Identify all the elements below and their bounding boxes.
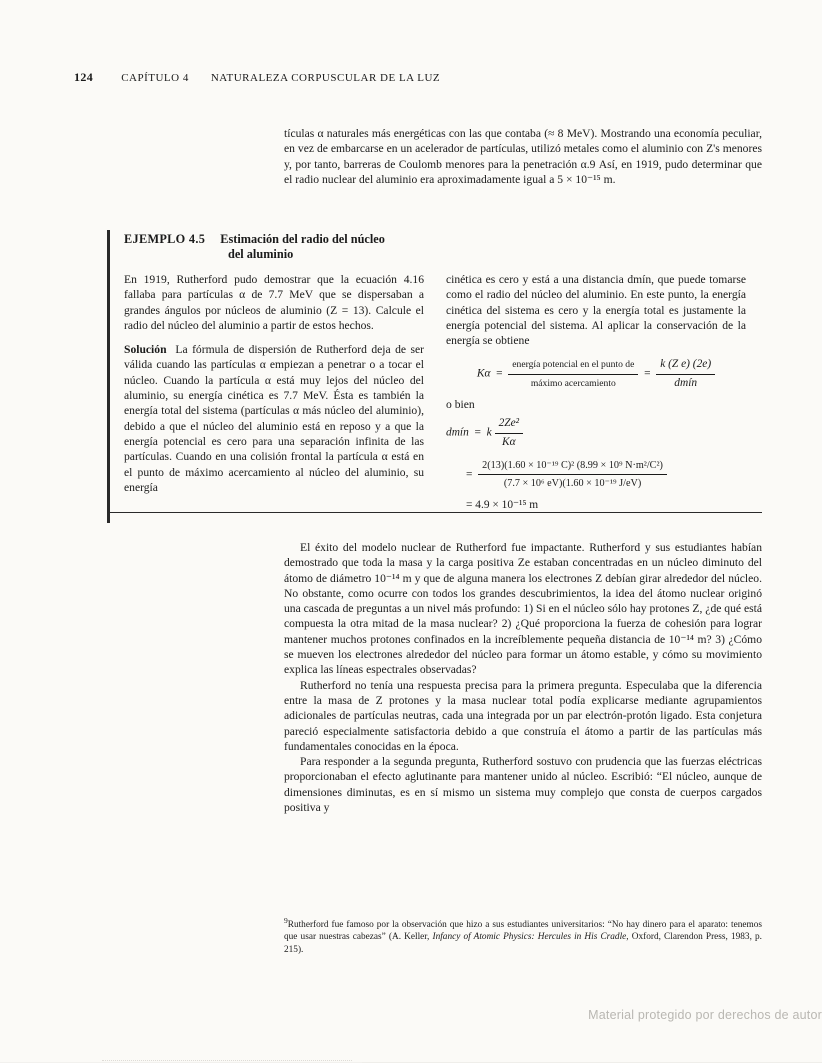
chapter-number: CAPÍTULO 4 (121, 72, 189, 84)
solution-text: La fórmula de dispersión de Rutherford deja de ser válida cuando las partículas α empiezan a penetrar o a tocar el núcleo. Cuando la partícula α está muy lejos del núcleo del aluminio, su energía cinética es 7.7 MeV. Ésta es también la energía total del sistema (partículas α más núcleo del aluminio), debido a que el núcleo del aluminio está en reposo y a que la energía potencial es cero para una separación infinita de las partículas. Cuando en una colisión frontal la partícula α está en el punto de máximo acercamiento al núcleo del aluminio, su energía (124, 343, 424, 494)
equation-2-lhs: dmín (446, 426, 469, 439)
chapter-title: NATURALEZA CORPUSCULAR DE LA LUZ (210, 72, 441, 84)
example-title-line1: Estimación del radio del núcleo (220, 232, 385, 246)
equation-3-numerator: 2(13)(1.60 × 10⁻¹⁹ C)² (8.99 × 10⁹ N·m²/C²) (478, 458, 667, 475)
top-paragraph: tículas α naturales más energéticas con las que contaba (≈ 8 MeV). Mostrando una economía peculiar, en vez de embarcarse en un acelerador de partículas, utilizó metales como el aluminio con Z's menores y, por tanto, barreras de Coulomb menores para la penetración α.9 Así, en 1919, pudo determinar que el radio nuclear del aluminio era aproximadamente igual a 5 × 10⁻¹⁵ m. (284, 127, 762, 186)
equation-2-denominator: Kα (502, 435, 516, 448)
example-box (107, 230, 779, 523)
equation-1-rhs-numerator: k (Z e) (2e) (656, 357, 715, 374)
example-right-para1: cinética es cero y está a una distancia dmín, que puede tomarse como el radio del núcleo del aluminio. En este punto, la energía cinética del sistema es cero y la energía total es justamente la energía potencial del sistema. Al aplicar la conservación de la energía se obtiene (446, 273, 746, 348)
equation-1-rhs-denominator: dmín (674, 376, 698, 389)
or-else-text: o bien (446, 398, 475, 412)
page-content-area (62, 70, 822, 1022)
equation-1-rhs-fraction (656, 357, 715, 391)
copyright-watermark: Material protegido por derechos de autor (588, 1008, 822, 1022)
running-head (74, 70, 762, 85)
lower-body (284, 540, 762, 815)
footnote-text-part1: Rutherford fue famoso por la observación que hizo a sus estudiantes universitarios: “No hay dinero para el aparato: tenemos que usar nuestras cabezas” (A. Keller, (284, 920, 762, 943)
equation-2-fraction (495, 416, 524, 450)
equation-1-denominator: máximo acercamiento (530, 377, 616, 389)
example-heading (124, 232, 779, 262)
equation-2-equals: = (471, 426, 484, 439)
lower-paragraph-3: Para responder a la segunda pregunta, Rutherford sostuvo con prudencia que las fuerzas eléctricas proporcionaban el efecto aglutinante para mantener unido al núcleo. Escribió: “El núcleo, aunque de dimensiones diminutas, es en sí mismo un sistema muy complejo que consta de cuerpos cargados positiva y (284, 755, 762, 815)
equation-1-fraction (508, 357, 638, 391)
lower-paragraph-1: El éxito del modelo nuclear de Rutherford fue impactante. Rutherford y sus estudiantes habían demostrado que toda la masa y la carga positiva Ze estaban concentradas en un núcleo diminuto del átomo de diámetro 10⁻¹⁴ m y que de alguna manera los electrones Z debían girar alrededor del núcleo. No obstante, como ocurre con todos los grandes descubrimientos, la idea del átomo nuclear originó una cascada de preguntas a un nivel más profundo: 1) Si en el núcleo sólo hay protones Z, ¿de qué está compuesta la otra mitad de la masa nuclear? 2) ¿Qué proporciona la fuerza de cohesión para lograr mantener muchos protones confinados en la increíblemente pequeña distancia de 10⁻¹⁴ m? 3) ¿Cómo se mueven los electrones alrededor del núcleo para formar un átomo estable, y cómo su movimiento explica las líneas espectrales observadas? (284, 541, 762, 677)
equation-3 (446, 458, 746, 492)
equation-2 (446, 416, 746, 450)
equation-3-equals: = (466, 468, 476, 481)
footnote (284, 915, 762, 956)
example-left-para1: En 1919, Rutherford pudo demostrar que la ecuación 4.16 fallaba para partículas α de 7.7 MeV que se dispersaban a grandes ángulos por núcleos de aluminio (Z = 13). Calcule el radio del núcleo del aluminio a partir de estos hechos. (124, 273, 424, 332)
equation-3-fraction (478, 458, 667, 492)
equation-4: = 4.9 × 10⁻¹⁵ m (466, 498, 539, 511)
example-right-column (446, 272, 746, 517)
example-label: EJEMPLO 4.5 (124, 232, 206, 246)
equation-1-lhs: Kα (476, 367, 491, 380)
equation-2-numerator: 2Ze² (495, 416, 524, 433)
example-title-line2: del aluminio (228, 247, 294, 261)
footnote-marker: 9 (284, 916, 288, 925)
example-columns (124, 272, 779, 517)
example-left-column (124, 272, 424, 517)
footnote-italic-title: Infancy of Atomic Physics: Hercules in His Cradle (432, 932, 627, 943)
example-left-para2 (124, 342, 424, 495)
equation-1-numerator: energía potencial en el punto de (508, 357, 638, 374)
solution-label: Solución (124, 343, 167, 357)
equals-sign: = (493, 367, 506, 380)
footnote-text-part2: , Oxford, Clarendon Press, 1983, p. 215). (284, 932, 762, 955)
scan-artifact-line-left (102, 1060, 352, 1061)
equation-3-denominator: (7.7 × 10⁶ eV)(1.60 × 10⁻¹⁹ J/eV) (503, 478, 642, 490)
equation-1 (446, 357, 746, 391)
lower-paragraph-2: Rutherford no tenía una respuesta precisa para la primera pregunta. Especulaba que la diferencia entre la masa de Z protones y la masa nuclear total podía explicarse mediante agrupamientos adicionales de partículas neutras, cada una integrada por un par electrón-protón ligado. Esta conjetura pareció especialmente satisfactoria debido a que construía el átomo a partir de las partículas más fundamentales conocidas en la época. (284, 678, 762, 753)
example-bottom-rule (107, 512, 762, 513)
equation-2-coefficient: k (486, 426, 492, 439)
page-number: 124 (74, 70, 94, 84)
equals-sign-2: = (641, 367, 654, 380)
